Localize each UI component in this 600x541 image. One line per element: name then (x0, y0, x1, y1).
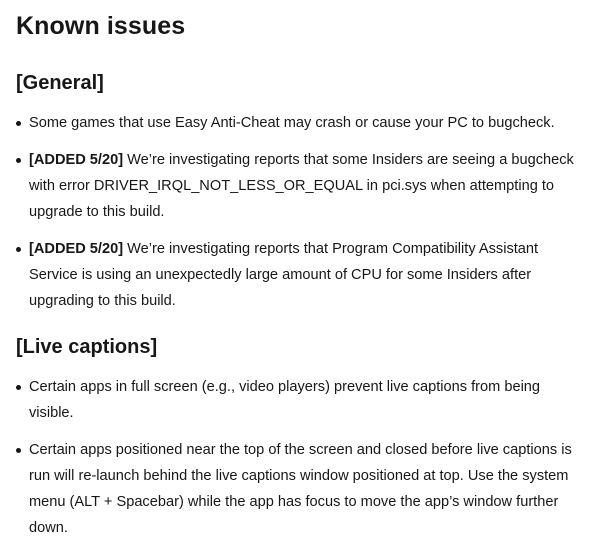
item-text: We’re investigating reports that Program Compatibility Assistant Service is using an unexpectedly large amount of CPU for some Insiders after upgrading to this build. (29, 241, 539, 309)
issue-list-general (16, 110, 600, 314)
section-heading-live-captions: [Live captions] (16, 336, 158, 358)
item-tag: [ADDED 5/20] (29, 241, 124, 257)
bullet-icon (16, 121, 21, 126)
item-text: Certain apps positioned near the top of the screen and closed before live captions is run will re-launch behind the live captions window positioned at top. Use the system menu (ALT + Spacebar) while the app has focus to move the app’s window further down. (29, 442, 572, 536)
list-item (16, 147, 600, 225)
page-title: Known issues (16, 12, 186, 40)
bullet-icon (16, 247, 21, 252)
list-item (16, 110, 600, 136)
bullet-icon (16, 448, 21, 453)
item-text: Certain apps in full screen (e.g., video players) prevent live captions from being visible. (29, 379, 541, 421)
issue-list-live-captions (16, 374, 600, 541)
bullet-icon (16, 385, 21, 390)
list-item (16, 437, 600, 541)
list-item (16, 374, 600, 426)
item-text: Some games that use Easy Anti-Cheat may crash or cause your PC to bugcheck. (29, 115, 555, 131)
section-heading-general: [General] (16, 72, 104, 94)
bullet-icon (16, 158, 21, 163)
item-text: We’re investigating reports that some Insiders are seeing a bugcheck with error DRIVER_IRQL_NOT_LESS_OR_EQUAL in pci.sys when attempting to upgrade to this build. (29, 152, 574, 220)
item-tag: [ADDED 5/20] (29, 152, 124, 168)
list-item (16, 236, 600, 314)
